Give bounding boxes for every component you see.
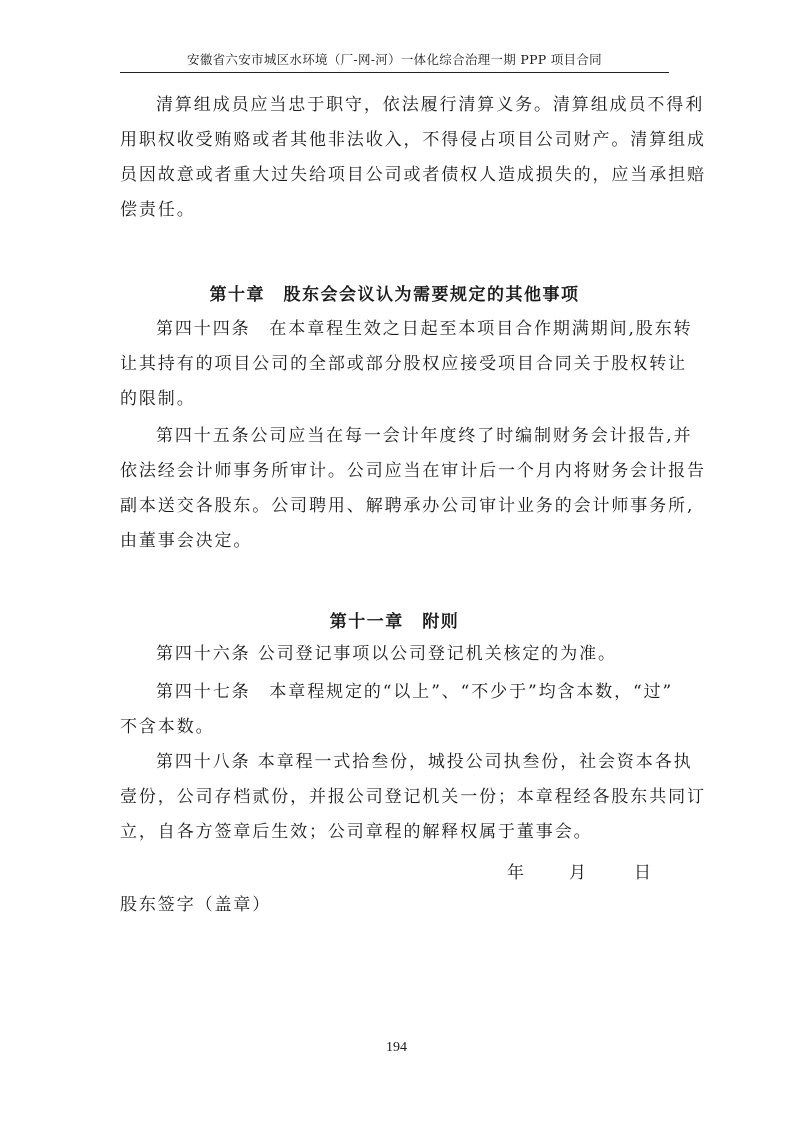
chapter-10-heading: 第十章 股东会会议认为需要规定的其他事项	[209, 285, 580, 305]
paragraph-line: 依法经会计师事务所审计。公司应当在审计后一个月内将财务会计报告	[120, 461, 706, 481]
shareholder-signature-label: 股东签字（盖章）	[120, 895, 272, 915]
date-month-label: 月	[569, 863, 586, 883]
article-46	[120, 637, 680, 672]
running-header: 安徽省六安市城区水环境（厂-网-河）一体化综合治理一期 PPP 项目合同	[187, 52, 602, 67]
paragraph-line: 第四十八条 本章程一式拾叁份，城投公司执叁份，社会资本各执	[156, 752, 693, 772]
paragraph-line: 由董事会决定。	[120, 531, 253, 551]
paragraph-line: 第四十四条 在本章程生效之日起至本项目合作期满期间,股东转	[156, 319, 693, 339]
liquidation-paragraph	[120, 88, 706, 228]
paragraph-line: 清算组成员应当忠于职守，依法履行清算义务。清算组成员不得利	[156, 95, 705, 115]
article-45	[120, 419, 706, 559]
paragraph-line: 员因故意或者重大过失给项目公司或者债权人造成损失的，应当承担赔	[120, 165, 706, 185]
paragraph-line: 第四十七条 本章程规定的“以上”、“不少于”均含本数，“过”	[156, 682, 674, 702]
paragraph-line: 第四十五条公司应当在每一会计年度终了时编制财务会计报告,并	[156, 426, 693, 446]
header-divider	[120, 72, 669, 73]
paragraph-line: 壹份，公司存档贰份，并报公司登记机关一份；本章程经各股东共同订	[120, 787, 706, 807]
article-44	[120, 312, 693, 417]
paragraph-line: 用职权收受贿赂或者其他非法收入，不得侵占项目公司财产。清算组成	[120, 130, 706, 150]
paragraph-line: 让其持有的项目公司的全部或部分股权应接受项目合同关于股权转让	[120, 354, 687, 374]
paragraph-line: 的限制。	[120, 389, 196, 409]
paragraph-line: 立，自各方签章后生效；公司章程的解释权属于董事会。	[120, 822, 593, 842]
date-day-label: 日	[634, 863, 651, 883]
paragraph-line: 第四十六条 公司登记事项以公司登记机关核定的为准。	[156, 644, 617, 664]
page-number: 194	[386, 1040, 407, 1055]
article-47	[120, 675, 680, 745]
article-48	[120, 745, 706, 850]
paragraph-line: 不含本数。	[120, 717, 215, 737]
paragraph-line: 副本送交各股东。公司聘用、解聘承办公司审计业务的会计师事务所,	[120, 496, 695, 516]
paragraph-line: 偿责任。	[120, 200, 196, 220]
date-year-label: 年	[507, 863, 524, 883]
chapter-11-heading: 第十一章 附则	[329, 612, 460, 632]
